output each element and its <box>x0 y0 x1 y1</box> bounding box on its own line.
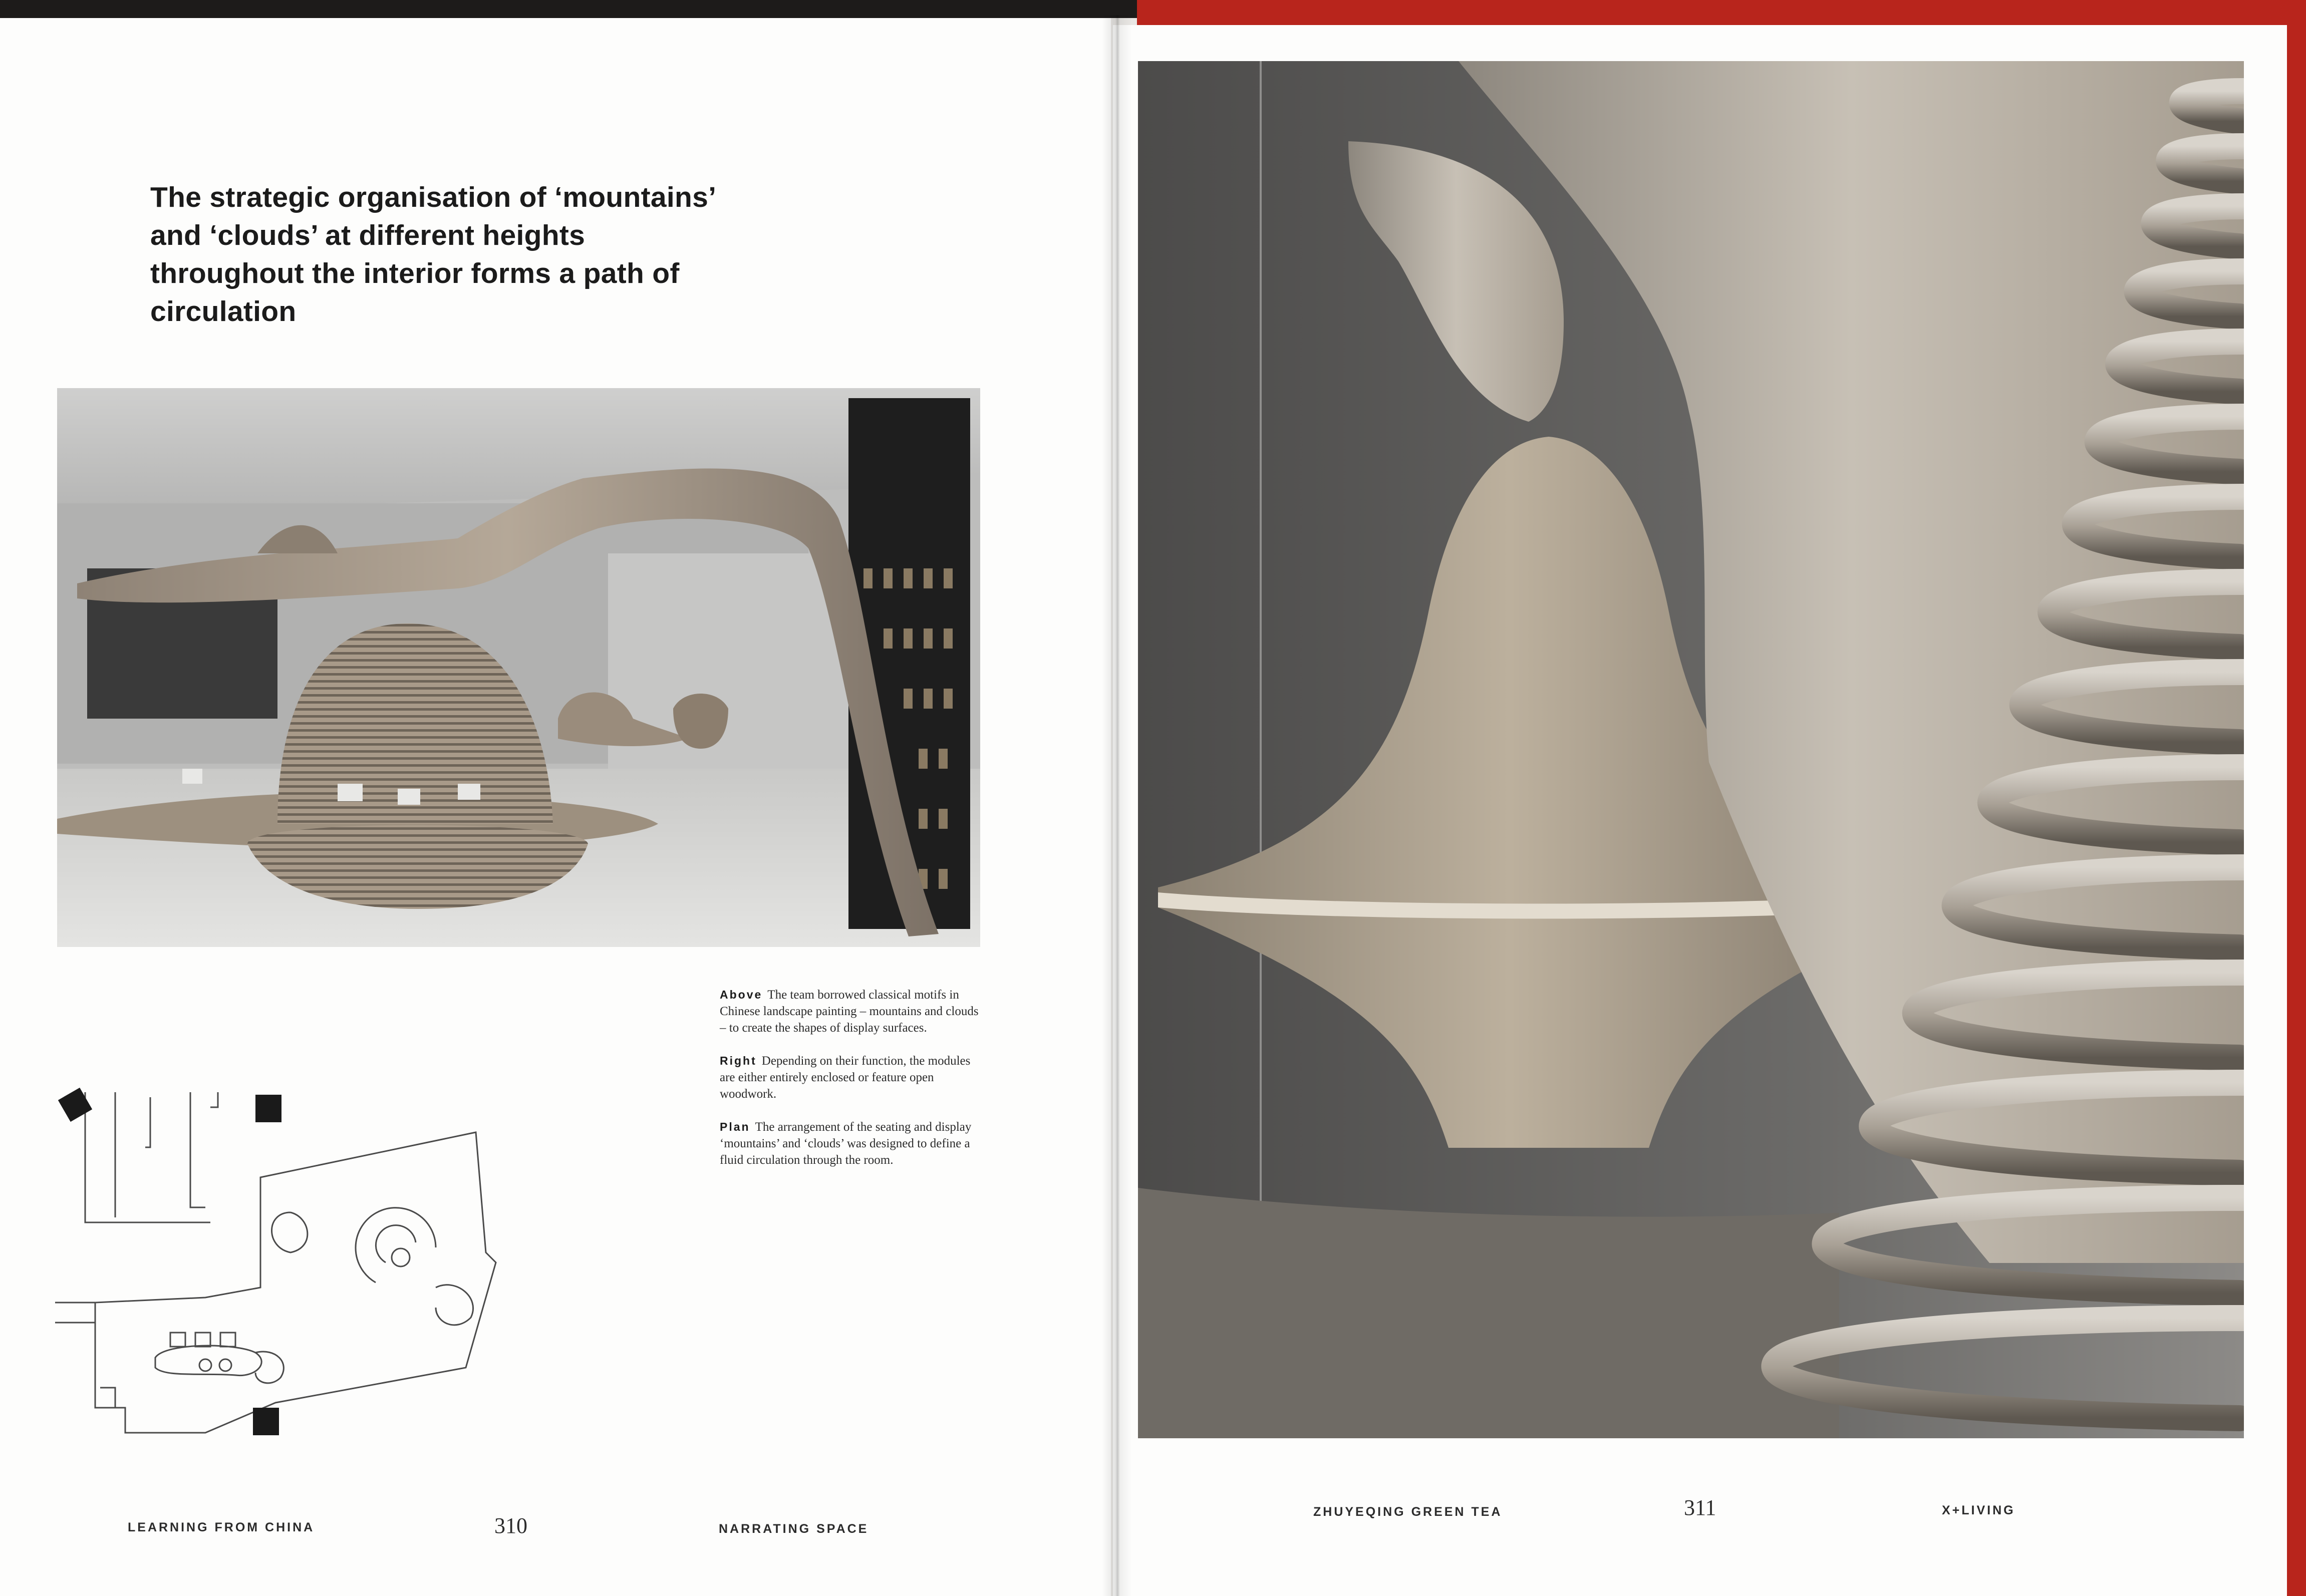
footer-chapter-title: NARRATING SPACE <box>719 1522 869 1536</box>
caption-above <box>720 987 980 1036</box>
footer-studio-name: X+LIVING <box>1942 1503 2015 1517</box>
footer-project-title: ZHUYEQING GREEN TEA <box>1313 1505 1503 1519</box>
photo-captions <box>720 987 980 1185</box>
page-number: 310 <box>494 1513 527 1538</box>
right-page <box>1113 25 2287 1596</box>
caption-label: Right <box>720 1054 757 1067</box>
caption-label: Plan <box>720 1120 750 1133</box>
left-page <box>0 18 1111 1596</box>
caption-plan <box>720 1119 980 1168</box>
caption-right <box>720 1053 980 1102</box>
headline: The strategic organisation of ‘mountains’ and ‘clouds’ at different heights throughout the interior forms a path of circulation <box>150 181 715 328</box>
floor-plan <box>55 1087 556 1448</box>
caption-text: The team borrowed classical motifs in Chinese landscape painting – mountains and clouds – to create the shapes of display surfaces. <box>720 988 979 1035</box>
caption-text: The arrangement of the seating and display ‘mountains’ and ‘clouds’ was designed to define a fluid circulation through the room. <box>720 1120 972 1167</box>
detail-photo <box>1138 61 2244 1438</box>
interior-photo <box>57 388 980 947</box>
page-number: 311 <box>1684 1495 1716 1520</box>
caption-label: Above <box>720 988 763 1001</box>
cover-edge-top <box>1137 0 2306 25</box>
top-page-edge <box>0 0 1137 18</box>
caption-text: Depending on their function, the modules are either entirely enclosed or feature open woodwork. <box>720 1054 971 1101</box>
book-gutter <box>1102 15 1132 1596</box>
footer-section-title: LEARNING FROM CHINA <box>128 1520 315 1534</box>
cover-edge-right <box>2287 0 2306 1596</box>
